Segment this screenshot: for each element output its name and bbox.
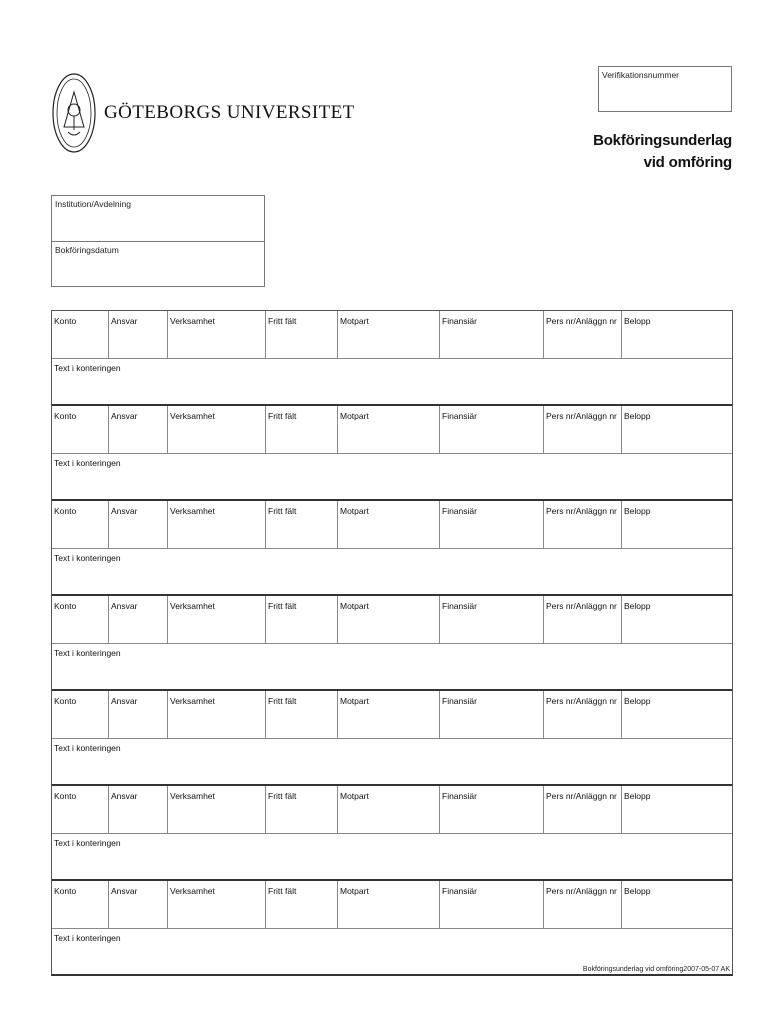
motpart-field[interactable] — [338, 691, 440, 738]
belopp-field-label: Belopp — [624, 506, 651, 516]
konto-field[interactable] — [52, 501, 109, 548]
entry-text-label: Text i konteringen — [54, 458, 121, 468]
entry-text-label: Text i konteringen — [54, 933, 121, 943]
entry-fields-row — [52, 786, 732, 834]
konto-field[interactable] — [52, 691, 109, 738]
institution-label: Institution/Avdelning — [55, 199, 131, 209]
verksamhet-field-label: Verksamhet — [170, 886, 215, 896]
fritt-falt-field-label: Fritt fält — [268, 886, 297, 896]
booking-date-field[interactable] — [52, 241, 264, 286]
konto-field[interactable] — [52, 786, 109, 833]
entry-text-label: Text i konteringen — [54, 743, 121, 753]
pers-nr-field-label: Pers nr/Anläggn nr — [546, 886, 617, 896]
pers-nr-field-label: Pers nr/Anläggn nr — [546, 696, 617, 706]
finansiar-field-label: Finansiär — [442, 791, 477, 801]
pers-nr-field[interactable] — [544, 786, 622, 833]
fritt-falt-field[interactable] — [266, 311, 338, 358]
belopp-field[interactable] — [622, 311, 732, 358]
entry-text-field[interactable] — [52, 359, 732, 404]
university-name: GÖTEBORGS UNIVERSITET — [104, 102, 355, 123]
fritt-falt-field[interactable] — [266, 406, 338, 453]
belopp-field[interactable] — [622, 596, 732, 643]
entry-text-label: Text i konteringen — [54, 838, 121, 848]
ansvar-field[interactable] — [109, 881, 168, 928]
verksamhet-field[interactable] — [168, 501, 266, 548]
ansvar-field-label: Ansvar — [111, 601, 138, 611]
booking-date-label: Bokföringsdatum — [55, 245, 119, 255]
finansiar-field[interactable] — [440, 406, 544, 453]
ansvar-field[interactable] — [109, 596, 168, 643]
entry-text-field[interactable] — [52, 739, 732, 784]
motpart-field-label: Motpart — [340, 316, 369, 326]
belopp-field-label: Belopp — [624, 791, 651, 801]
pers-nr-field[interactable] — [544, 501, 622, 548]
pers-nr-field-label: Pers nr/Anläggn nr — [546, 601, 617, 611]
ansvar-field-label: Ansvar — [111, 411, 138, 421]
ansvar-field-label: Ansvar — [111, 696, 138, 706]
motpart-field[interactable] — [338, 596, 440, 643]
verksamhet-field-label: Verksamhet — [170, 696, 215, 706]
motpart-field[interactable] — [338, 786, 440, 833]
fritt-falt-field-label: Fritt fält — [268, 791, 297, 801]
ansvar-field[interactable] — [109, 311, 168, 358]
ansvar-field[interactable] — [109, 691, 168, 738]
pers-nr-field[interactable] — [544, 691, 622, 738]
belopp-field[interactable] — [622, 881, 732, 928]
entry-text-field[interactable] — [52, 834, 732, 879]
entry-text-field[interactable] — [52, 644, 732, 689]
entry-text-label: Text i konteringen — [54, 363, 121, 373]
motpart-field-label: Motpart — [340, 506, 369, 516]
entry-text-field[interactable] — [52, 549, 732, 594]
finansiar-field[interactable] — [440, 786, 544, 833]
entry-block — [52, 594, 732, 689]
verksamhet-field-label: Verksamhet — [170, 316, 215, 326]
fritt-falt-field-label: Fritt fält — [268, 506, 297, 516]
konto-field-label: Konto — [54, 316, 77, 326]
fritt-falt-field[interactable] — [266, 881, 338, 928]
belopp-field-label: Belopp — [624, 601, 651, 611]
konto-field[interactable] — [52, 406, 109, 453]
ansvar-field[interactable] — [109, 406, 168, 453]
konto-field-label: Konto — [54, 886, 77, 896]
ansvar-field-label: Ansvar — [111, 886, 138, 896]
konto-field-label: Konto — [54, 696, 77, 706]
fritt-falt-field[interactable] — [266, 786, 338, 833]
fritt-falt-field-label: Fritt fält — [268, 601, 297, 611]
finansiar-field-label: Finansiär — [442, 506, 477, 516]
entry-text-label: Text i konteringen — [54, 648, 121, 658]
motpart-field-label: Motpart — [340, 886, 369, 896]
fritt-falt-field-label: Fritt fält — [268, 696, 297, 706]
entry-fields-row — [52, 881, 732, 929]
fritt-falt-field-label: Fritt fält — [268, 411, 297, 421]
verksamhet-field[interactable] — [168, 691, 266, 738]
entry-text-label: Text i konteringen — [54, 553, 121, 563]
konto-field-label: Konto — [54, 791, 77, 801]
fritt-falt-field[interactable] — [266, 596, 338, 643]
verksamhet-field-label: Verksamhet — [170, 791, 215, 801]
finansiar-field[interactable] — [440, 501, 544, 548]
entry-fields-row — [52, 501, 732, 549]
document-title-line1: Bokföringsunderlag — [593, 132, 732, 149]
pers-nr-field-label: Pers nr/Anläggn nr — [546, 316, 617, 326]
verification-number-label: Verifikationsnummer — [602, 70, 680, 80]
entry-fields-row — [52, 311, 732, 359]
verksamhet-field-label: Verksamhet — [170, 411, 215, 421]
fritt-falt-field[interactable] — [266, 501, 338, 548]
belopp-field[interactable] — [622, 786, 732, 833]
document-title — [593, 130, 732, 174]
pers-nr-field[interactable] — [544, 596, 622, 643]
verksamhet-field[interactable] — [168, 596, 266, 643]
pers-nr-field-label: Pers nr/Anläggn nr — [546, 506, 617, 516]
motpart-field-label: Motpart — [340, 696, 369, 706]
belopp-field[interactable] — [622, 501, 732, 548]
belopp-field[interactable] — [622, 691, 732, 738]
pers-nr-field[interactable] — [544, 311, 622, 358]
ansvar-field[interactable] — [109, 786, 168, 833]
konto-field[interactable] — [52, 311, 109, 358]
pers-nr-field[interactable] — [544, 881, 622, 928]
entry-text-field[interactable] — [52, 454, 732, 499]
entry-fields-row — [52, 406, 732, 454]
finansiar-field[interactable] — [440, 881, 544, 928]
finansiar-field-label: Finansiär — [442, 886, 477, 896]
konto-field-label: Konto — [54, 506, 77, 516]
konto-field-label: Konto — [54, 411, 77, 421]
fritt-falt-field[interactable] — [266, 691, 338, 738]
ansvar-field[interactable] — [109, 501, 168, 548]
ansvar-field-label: Ansvar — [111, 791, 138, 801]
belopp-field-label: Belopp — [624, 696, 651, 706]
footer-doc-code: Bokföringsunderlag vid omföring2007-05-07 AK — [582, 966, 730, 973]
document-title-line2: vid omföring — [643, 154, 732, 171]
pers-nr-field-label: Pers nr/Anläggn nr — [546, 411, 617, 421]
motpart-field-label: Motpart — [340, 791, 369, 801]
belopp-field[interactable] — [622, 406, 732, 453]
info-box — [51, 195, 265, 287]
verksamhet-field-label: Verksamhet — [170, 506, 215, 516]
entry-fields-row — [52, 691, 732, 739]
motpart-field-label: Motpart — [340, 411, 369, 421]
institution-field[interactable] — [52, 196, 264, 241]
belopp-field-label: Belopp — [624, 411, 651, 421]
university-seal-icon — [52, 72, 96, 154]
entry-block — [52, 689, 732, 784]
verksamhet-field[interactable] — [168, 406, 266, 453]
verksamhet-field-label: Verksamhet — [170, 601, 215, 611]
finansiar-field-label: Finansiär — [442, 316, 477, 326]
motpart-field[interactable] — [338, 881, 440, 928]
verification-number-field[interactable] — [598, 66, 732, 112]
finansiar-field-label: Finansiär — [442, 601, 477, 611]
ansvar-field-label: Ansvar — [111, 506, 138, 516]
belopp-field-label: Belopp — [624, 316, 651, 326]
pers-nr-field[interactable] — [544, 406, 622, 453]
konto-field-label: Konto — [54, 601, 77, 611]
verksamhet-field[interactable] — [168, 881, 266, 928]
entry-block — [52, 784, 732, 879]
entry-fields-row — [52, 596, 732, 644]
finansiar-field[interactable] — [440, 691, 544, 738]
entries-table — [51, 310, 733, 976]
konto-field[interactable] — [52, 596, 109, 643]
verksamhet-field[interactable] — [168, 786, 266, 833]
fritt-falt-field-label: Fritt fält — [268, 316, 297, 326]
finansiar-field-label: Finansiär — [442, 696, 477, 706]
konto-field[interactable] — [52, 881, 109, 928]
entry-block — [52, 404, 732, 499]
finansiar-field[interactable] — [440, 596, 544, 643]
entry-block — [52, 311, 732, 404]
finansiar-field-label: Finansiär — [442, 411, 477, 421]
motpart-field[interactable] — [338, 501, 440, 548]
finansiar-field[interactable] — [440, 311, 544, 358]
ansvar-field-label: Ansvar — [111, 316, 138, 326]
entry-block — [52, 499, 732, 594]
pers-nr-field-label: Pers nr/Anläggn nr — [546, 791, 617, 801]
motpart-field[interactable] — [338, 311, 440, 358]
belopp-field-label: Belopp — [624, 886, 651, 896]
verksamhet-field[interactable] — [168, 311, 266, 358]
motpart-field-label: Motpart — [340, 601, 369, 611]
entry-block — [52, 879, 732, 974]
motpart-field[interactable] — [338, 406, 440, 453]
